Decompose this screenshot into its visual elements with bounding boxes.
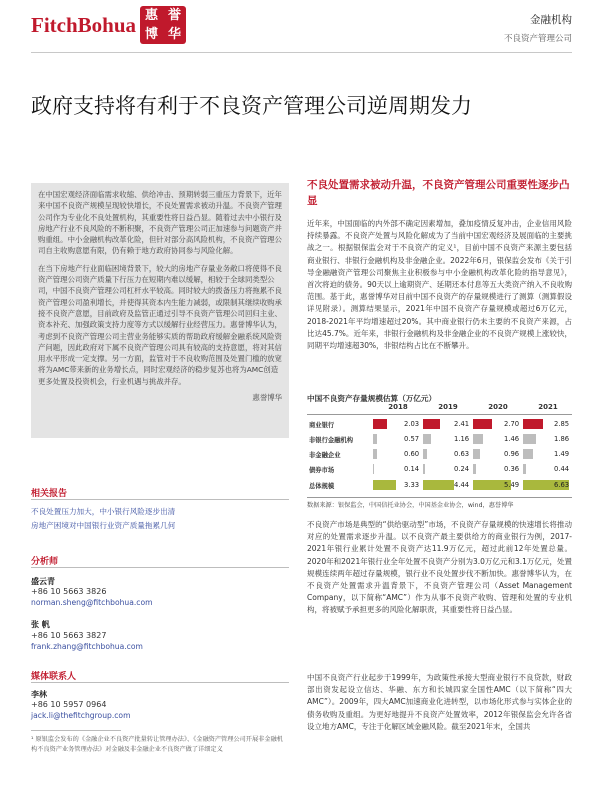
bar-value-label: 5.49 (504, 481, 520, 489)
header-category: 金融机构 (530, 14, 572, 26)
chart-source: 数据来源：银保监会，中国信托业协会，中国基金业协会，wind，惠誉博华 (307, 502, 514, 509)
chart-bar (373, 464, 374, 474)
related-report-link[interactable]: 不良处置压力加大，中小银行风险逐步出清 (31, 507, 176, 516)
summary-paragraph-1: 在中国宏观经济面临需求收缩、供给冲击、预期转弱三重压力背景下，近年来中国不良资产规模呈现较快增长，不良处置需求被动升温。不良资产管理公司作为专业化不良处置机构，其重要性将日益凸显。随着过去中小银行及房地产行业不良风险的不断积聚，不良资产管理公司正加速参与问题资产并购重组。中小金融机构改革化险，但针对部分高风险机构，不良资产管理公司自主收购意愿有限，仍有赖于地方政府协同参与风险化解。 (38, 190, 282, 256)
chart-bottom-rule (307, 497, 572, 498)
chart-bar (473, 434, 483, 444)
bar-value-label: 0.44 (554, 465, 570, 473)
bar-value-label: 4.44 (454, 481, 470, 489)
year-label: 2021 (538, 403, 558, 411)
analyst-name: 张 帆 (31, 620, 50, 629)
bar-value-label: 0.24 (454, 465, 470, 473)
related-reports-rule (31, 499, 289, 500)
category-label: 非银行金融机构 (309, 437, 354, 444)
bar-value-label: 2.41 (454, 420, 470, 428)
bar-value-label: 6.63 (554, 481, 570, 489)
body-paragraph-1: 近年来，中国面临的内外部不确定因素增加，叠加疫情反复冲击，企业信用风险持续暴露。不良资产处置与风险化解成为了当前中国宏观经济及展面临的主要挑战之一。根据银保监会对于不良资产的定义¹，目前中国不良资产来源主要包括商业银行、非银行金融机构及非金融企业。2022年6月，银保监会发布《关于引导金融融资产管理公司聚焦主业积极参与中小金融机构改革化险的指导意见》，首次将迫的债务。90天以上逾期资产、延期还本付息等五大类资产纳入不良收购范围。基于此，惠誉博华对目前中国不良资产的存量规模进行了测算（测算假设详见附录）。测算结果显示，2021年中国不良资产存量规模或超过6万亿元，2018-2021年平均增速超过20%。其中商业银行仍未主要的不良资产来源，占比达45.7%。近年来，非银行金融机构及非金融企业的不良资产规模上涨较快，同期平均增速超30%，非银结构占比在不断攀升。 (307, 219, 572, 351)
chart-bar (373, 480, 396, 490)
body-paragraph-3: 中国不良资产行业起步于1999年，为政策性承接大型商业银行不良贷款，财政部出资发起设立信达、华融、东方和长城四家全国性AMC（以下简称“四大AMC”）。2009年，四大AMC加速商业化进转型，以市场化形式参与实体企业的债务收购及重组。为更好地提升不良资产处置效率，2012年银保监会允许各省设立地方AMC，专注于化解区域金融风险。截至2021年末，全国共 (307, 673, 572, 731)
chart-bar (473, 449, 480, 459)
chart-bar (473, 464, 476, 474)
footnote: ¹ 原银监会发布的《金融企业不良资产批量转让管理办法》、《金融资产管理公司开展非金融机构不良资产业务管理办法》对金融及非金融企业不良资产做了详细定义 (31, 736, 283, 753)
fitchbohua-logo (31, 8, 186, 42)
media-contact-phone: +86 10 5957 0964 (31, 700, 107, 709)
chart-bar (373, 434, 377, 444)
media-contacts-rule (31, 682, 289, 683)
bar-value-label: 2.03 (404, 420, 420, 428)
chart-bar (473, 419, 492, 429)
bar-value-label: 3.33 (404, 481, 420, 489)
category-label: 非金融企业 (309, 452, 341, 459)
logo-seal-char: 惠 (145, 8, 159, 23)
analyst-name: 盛云青 (31, 577, 55, 586)
summary-box (31, 183, 289, 438)
category-label: 商业银行 (309, 422, 335, 429)
chart-bar (523, 434, 536, 444)
bar-value-label: 2.70 (504, 420, 520, 428)
summary-signature: 惠誉博华 (252, 393, 282, 403)
bar-value-label: 0.57 (404, 435, 420, 443)
chart-top-rule (307, 414, 572, 415)
logo-seal (140, 6, 186, 44)
media-contact-name: 李林 (31, 690, 47, 699)
bar-value-label: 0.96 (504, 450, 520, 458)
logo-seal-char: 华 (168, 27, 182, 42)
year-label: 2020 (488, 403, 508, 411)
logo-seal-char: 博 (145, 27, 159, 42)
chart-bar (423, 449, 427, 459)
bar-value-label: 1.49 (554, 450, 570, 458)
body-paragraph-2: 不良资产市场是典型的“供给驱动型”市场，不良资产存量规模的快速增长将推动对应的处置需求逐步升温。以不良资产最主要供给方的商业银行为例，2017-2021年银行业累计处置不良资产达11.9万亿元，超过此前12年处置总量。2020年和2021年银行业全年处置不良资产分别为3.0万亿元和3.1万亿元，处置规模连续两年超过存量规模，银行业不良处置步伐不断加快。惠誉博华认为，在不良资产处置需求升温背景下，不良资产管理公司（Asset Management Company，以下简称“AMC”）作为从事不良资产收购、管理和处置的专业机构，将被赋予承担更多的风险化解职责，其重要性将日益凸显。 (307, 520, 572, 615)
bar-value-label: 1.86 (554, 435, 570, 443)
page-title: 政府支持将有利于不良资产管理公司逆周期发力 (31, 94, 472, 118)
media-contact-email[interactable]: jack.li@thefitchgroup.com (31, 711, 131, 720)
bar-value-label: 0.14 (404, 465, 420, 473)
analysts-rule (31, 567, 289, 568)
summary-paragraph-2: 在当下房地产行业面临困境背景下，较大的房地产存量业务敞口将使得不良资产管理公司资产质量下行压力在短期内难以缓解，相较于全球同类型公司，中国不良资产管理公司杠杆水平较高。同时较大的拨备压力将拖累不良资产管理公司盈利增长，并使得其资本内生能力减弱，或限制其继续收购承接不良资产意愿，目前政府及监管正通过引导不良资产管理公司回归主业、资本补充、加强政策支持力度等方式以缓解行业经营压力。惠誉博华认为，考虑到不良资产管理公司主营业务能够实质的帮助政府缓解金融系统风险资产问题，因此政府对下属不良资产管理公司具有较高的支持意愿，将对其信用水平形成一定支撑。另一方面，监管对于不良收购范围及处置门槛的放宽将为AMC带来新的业务增长点，同时宏观经济的稳步复苏也将为AMC创造更多处置及投资机会，行业机遇与挑战并存。 (38, 263, 282, 386)
category-label: 总体规模 (309, 483, 335, 490)
bar-value-label: 0.60 (404, 450, 420, 458)
bar-value-label: 0.36 (504, 465, 520, 473)
header-divider (31, 52, 572, 53)
analyst-email[interactable]: frank.zhang@fitchbohua.com (31, 642, 143, 651)
chart-bar (373, 419, 387, 429)
bar-value-label: 1.46 (504, 435, 520, 443)
media-contacts-heading: 媒体联系人 (31, 672, 77, 682)
header-subcategory: 不良资产管理公司 (503, 34, 572, 44)
year-label: 2019 (438, 403, 458, 411)
footnote-rule (31, 730, 121, 731)
chart-bar (423, 419, 440, 429)
category-label: 债券市场 (309, 467, 335, 474)
analyst-email[interactable]: norman.sheng@fitchbohua.com (31, 598, 153, 607)
chart-bar (423, 464, 425, 474)
chart-title: 中国不良资产存量规模估算（万亿元） (307, 394, 437, 403)
section-heading: 不良处置需求被动升温，不良资产管理公司重要性逐步凸显 (307, 179, 570, 207)
npl-stock-chart (307, 403, 572, 498)
related-reports-heading: 相关报告 (31, 489, 68, 499)
chart-bar (423, 480, 454, 490)
related-report-link[interactable]: 房地产困境对中国银行业资产质量拖累几何 (31, 521, 176, 530)
analyst-phone: +86 10 5663 3827 (31, 631, 107, 640)
chart-bar (423, 434, 431, 444)
chart-bar (523, 419, 543, 429)
bar-value-label: 0.63 (454, 450, 470, 458)
bar-value-label: 1.16 (454, 435, 470, 443)
bar-value-label: 2.85 (554, 420, 570, 428)
chart-bar (373, 449, 377, 459)
chart-bar (523, 464, 526, 474)
header-right (504, 12, 572, 44)
analysts-heading: 分析师 (31, 557, 59, 567)
year-label: 2018 (388, 403, 408, 411)
logo-text: FitchBohua (31, 12, 137, 37)
analyst-phone: +86 10 5663 3826 (31, 587, 107, 596)
logo-seal-char: 誉 (168, 8, 182, 23)
chart-bar (523, 449, 533, 459)
